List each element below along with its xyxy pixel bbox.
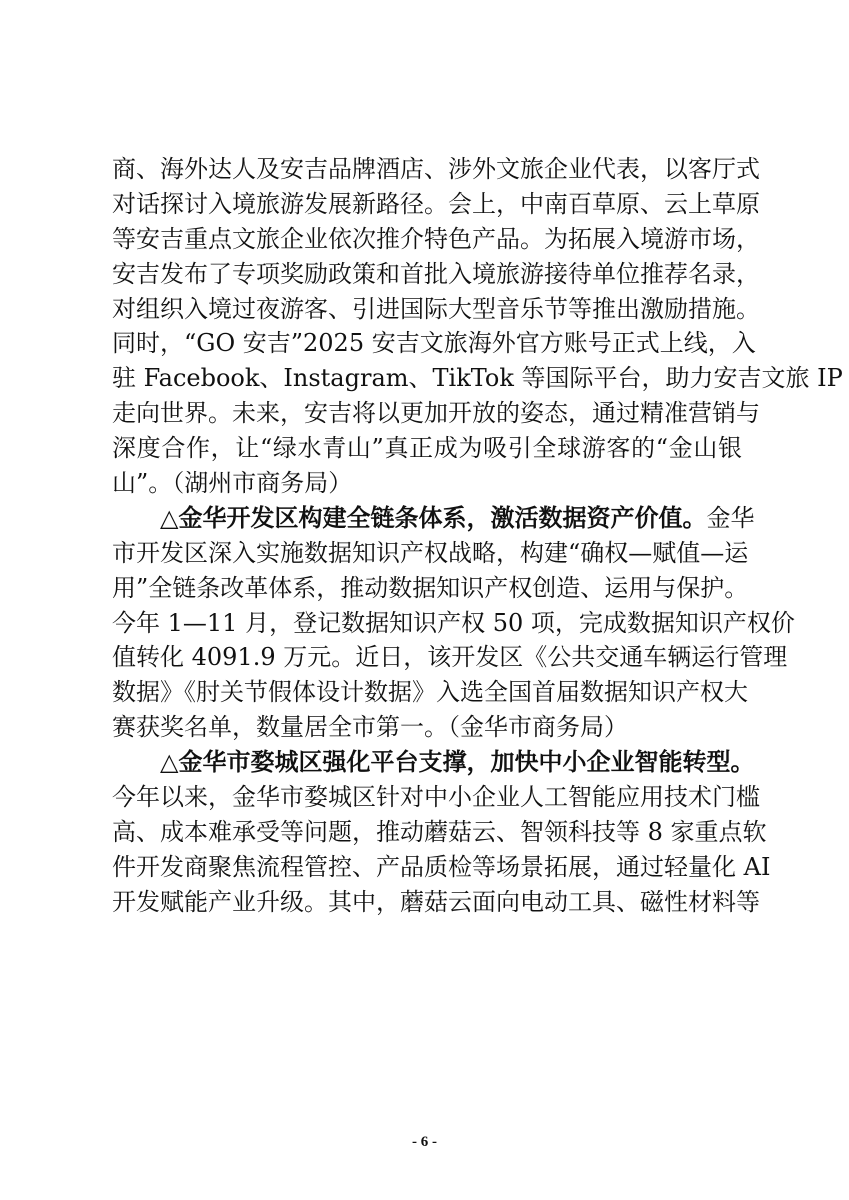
text-line: 对话探讨入境旅游发展新路径。会上，中南百草原、云上草原: [112, 189, 760, 218]
text-line: 用”全链条改革体系，推动数据知识产权创造、运用与保护。: [112, 573, 749, 602]
page-number: - 6 -: [412, 1134, 437, 1150]
text-line: 值转化 4091.9 万元。近日，该开发区《公共交通车辆运行管理: [112, 643, 788, 672]
text-line: 安吉发布了专项奖励政策和首批入境旅游接待单位推荐名录，: [112, 259, 760, 288]
paragraph-anji-tourism: [112, 152, 843, 501]
text-line: 今年以来，金华市婺城区针对中小企业人工智能应用技术门槛: [112, 783, 760, 812]
paragraph-wucheng-ai: [112, 745, 771, 919]
text-line: 走向世界。未来，安吉将以更加开放的姿态，通过精准营销与: [112, 399, 760, 428]
text-line: 深度合作，让“绿水青山”真正成为吸引全球游客的“金山银: [112, 434, 742, 463]
text-line: 山”。（湖州市商务局）: [112, 469, 353, 498]
text-line: 今年 1—11 月，登记数据知识产权 50 项，完成数据知识产权价: [112, 608, 795, 637]
text-line: 对组织入境过夜游客、引进国际大型音乐节等推出激励措施。: [112, 294, 760, 323]
text-line: 等安吉重点文旅企业依次推介特色产品。为拓展入境游市场，: [112, 224, 760, 253]
text-line: 件开发商聚焦流程管控、产品质检等场景拓展，通过轻量化 AI: [112, 852, 771, 881]
paragraph-jinhua-data-ip: [112, 501, 795, 745]
text-line: 商、海外达人及安吉品牌酒店、涉外文旅企业代表，以客厅式: [112, 155, 760, 183]
text-line: 驻 Facebook、Instagram、TikTok 等国际平台，助力安吉文旅 IP: [112, 364, 843, 393]
headline-continuation: 金华: [706, 503, 755, 532]
paragraph-headline: △金华市婺城区强化平台支撑，加快中小企业智能转型。: [160, 748, 755, 777]
text-line: 数据》《肘关节假体设计数据》入选全国首届数据知识产权大: [112, 678, 748, 707]
text-line: 市开发区深入实施数据知识产权战略，构建“确权—赋值—运: [112, 538, 749, 567]
text-line: 开发赋能产业升级。其中，蘑菇云面向电动工具、磁性材料等: [112, 887, 760, 916]
text-line: 赛获奖名单，数量居全市第一。（金华市商务局）: [112, 713, 628, 742]
paragraph-headline: △金华开发区构建全链条体系，激活数据资产价值。: [160, 503, 707, 532]
headline-line: [112, 501, 755, 536]
headline-line: [112, 745, 755, 780]
text-line: 高、成本难承受等问题，推动蘑菇云、智领科技等 8 家重点软: [112, 817, 767, 846]
document-body: [112, 152, 843, 920]
text-line: 同时，“GO 安吉”2025 安吉文旅海外官方账号正式上线，入: [112, 329, 756, 358]
